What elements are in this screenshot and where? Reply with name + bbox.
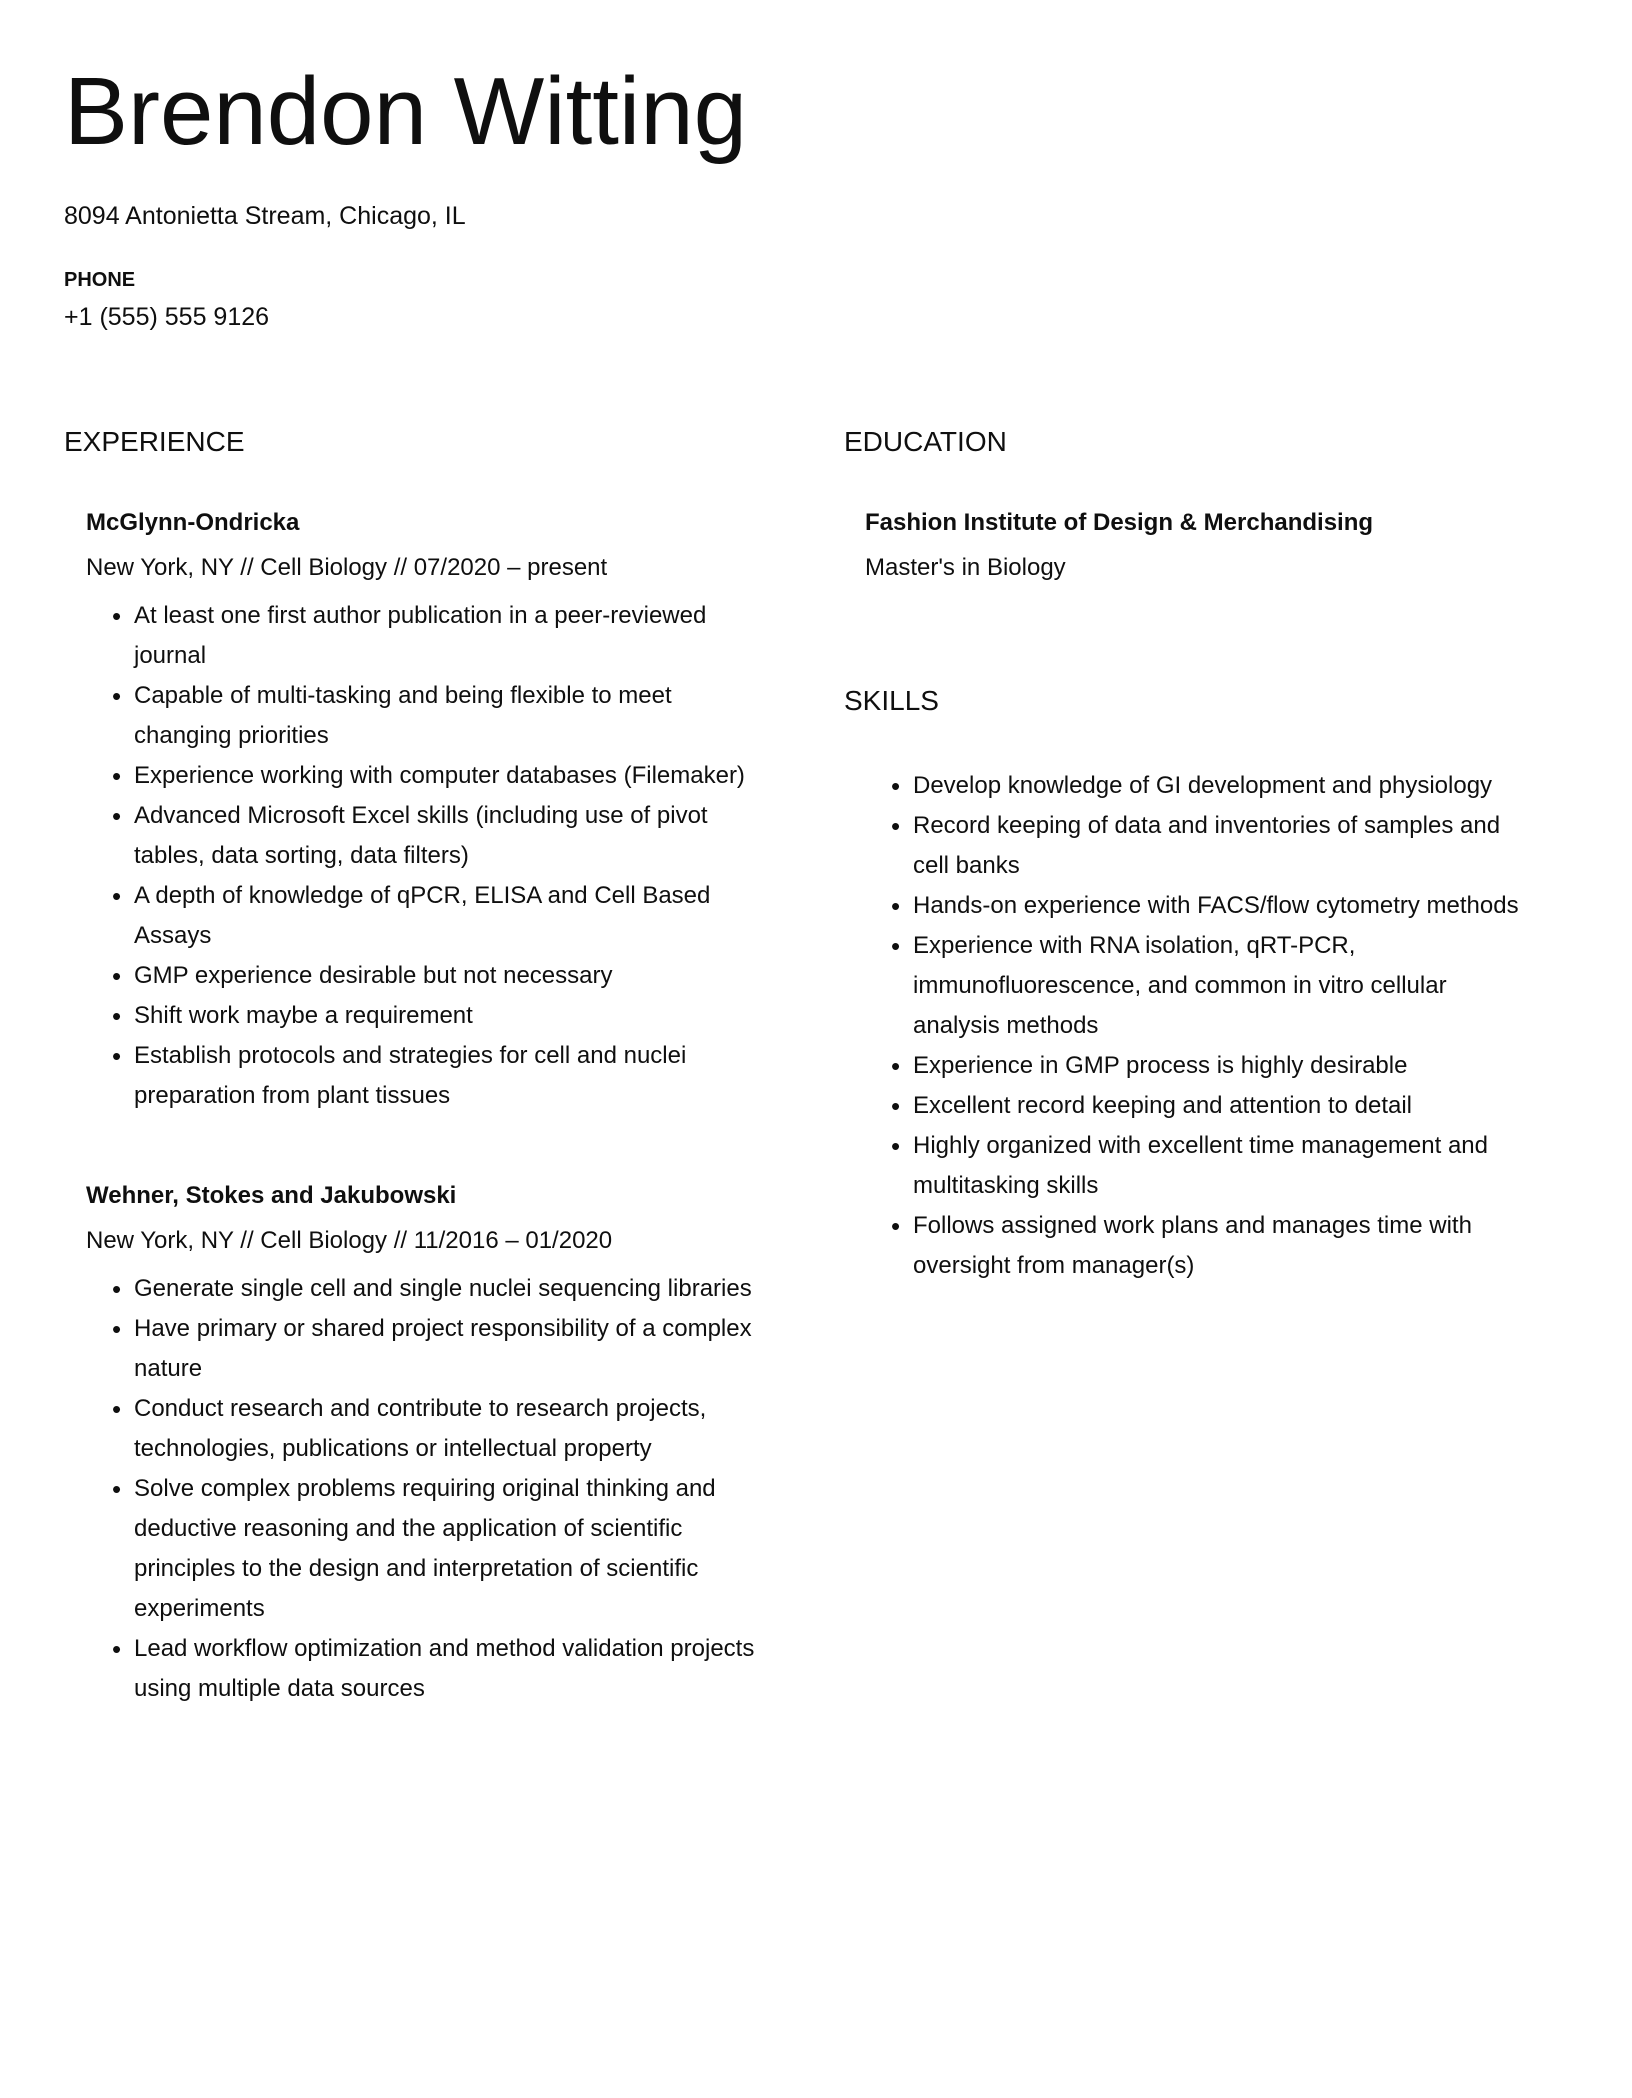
phone-number: +1 (555) 555 9126 [64,302,270,331]
bullet-item: • Conduct research and contribute to research projects, technologies, publications or intellectual property [134,1389,758,1469]
job-bullet-list [86,1269,758,1709]
skill-item: • Develop knowledge of GI development and physiology [913,766,1524,806]
resume-header [64,58,1568,333]
skills-list [844,766,1524,1286]
experience-section [64,425,758,1709]
bullet-item: • Lead workflow optimization and method validation projects using multiple data sources [134,1629,758,1709]
bullet-item: • GMP experience desirable but not necessary [134,956,758,996]
skill-item: • Experience in GMP process is highly desirable [913,1046,1524,1086]
bullet-item: • Advanced Microsoft Excel skills (including use of pivot tables, data sorting, data filters) [134,796,758,876]
skill-item: • Hands-on experience with FACS/flow cytometry methods [913,886,1524,926]
job-meta: New York, NY // Cell Biology // 11/2016 – 01/2020 [86,1227,613,1255]
bullet-item: • Capable of multi-tasking and being flexible to meet changing priorities [134,676,758,756]
content-columns [64,425,1568,1709]
job-meta: New York, NY // Cell Biology // 07/2020 – present [86,553,608,581]
person-name: Brendon Witting [64,58,748,165]
bullet-item: • Shift work maybe a requirement [134,996,758,1036]
skill-item: • Highly organized with excellent time management and multitasking skills [913,1126,1524,1206]
phone-label: PHONE [64,268,136,291]
address: 8094 Antonietta Stream, Chicago, IL [64,202,466,230]
education-heading: EDUCATION [844,426,1007,457]
bullet-item: • At least one first author publication in a peer-reviewed journal [134,596,758,676]
job-entry-1 [64,507,758,1116]
experience-column [64,425,758,1709]
bullet-item: • Have primary or shared project responsibility of a complex nature [134,1309,758,1389]
experience-heading: EXPERIENCE [64,426,245,457]
skills-heading: SKILLS [844,684,939,716]
skill-item: • Excellent record keeping and attention to detail [913,1086,1524,1126]
bullet-item: • Generate single cell and single nuclei sequencing libraries [134,1269,758,1309]
skill-item: • Record keeping of data and inventories of samples and cell banks [913,806,1524,886]
school-name: Fashion Institute of Design & Merchandising [865,508,1374,536]
bullet-item: • Establish protocols and strategies for cell and nuclei preparation from plant tissues [134,1036,758,1116]
degree: Master's in Biology [865,553,1066,581]
bullet-item: • Experience working with computer databases (Filemaker) [134,756,758,796]
education-section [844,425,1524,583]
education-skills-column [844,425,1524,1709]
job-entry-2 [64,1180,758,1709]
job-bullet-list [86,596,758,1116]
bullet-item: • A depth of knowledge of qPCR, ELISA and Cell Based Assays [134,876,758,956]
skill-item: • Experience with RNA isolation, qRT-PCR, immunofluorescence, and common in vitro cellular analysis methods [913,926,1524,1046]
skills-section [844,684,1524,1286]
skill-item: • Follows assigned work plans and manages time with oversight from manager(s) [913,1206,1524,1286]
job-company: McGlynn-Ondricka [86,508,300,536]
bullet-item: • Solve complex problems requiring original thinking and deductive reasoning and the application of scientific principles to the design and interpretation of scientific experiments [134,1469,758,1629]
job-company: Wehner, Stokes and Jakubowski [86,1181,457,1209]
education-entry [844,507,1524,583]
